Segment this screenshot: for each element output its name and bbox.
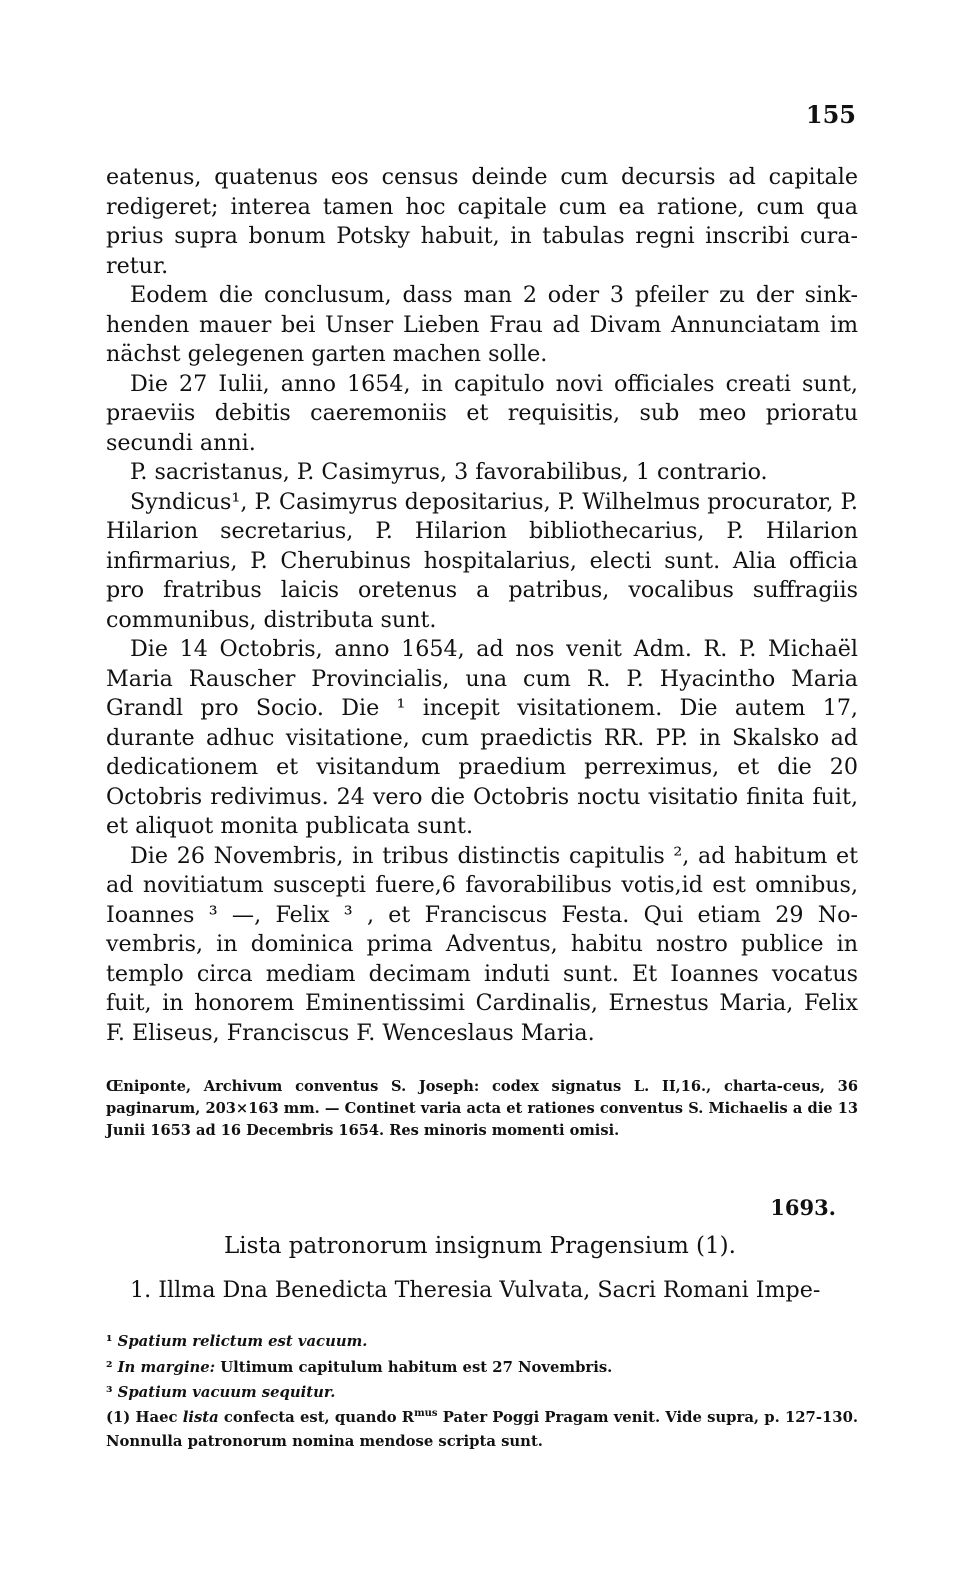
paragraph: Die 26 Novembris, in tribus distinctis capitulis ², ad habitum et ad novitiatum suscepti fuere,6 favorabilibus votis,id est omnibus, Ioannes ³ —, Felix ³ , et Franciscus Festa. Qui etiam 29 No-vembris, in dominica prima Adventus, habitu nostro publice in templo circa mediam decimam induti sunt. Et Ioannes vocatus fuit, in honorem Eminentissimi Cardinalis, Ernestus Maria, Felix F. Eliseus, Franciscus F. Wenceslaus Maria. — [106, 842, 858, 1046]
footnote-mark: ³ — [106, 1384, 113, 1401]
footnote-text: Pater Poggi Pragam venit. Vide supra, p. 127-130. Nonnulla patronorum nomina mendose scripta sunt. — [106, 1409, 859, 1450]
footnote-text: Spatium vacuum sequitur. — [117, 1384, 336, 1401]
page-number: 155 — [805, 100, 856, 129]
document-number: 1693. — [770, 1195, 836, 1220]
document-first-line: 1. Illma Dna Benedicta Theresia Vulvata, Sacri Romani Impe- — [130, 1277, 821, 1303]
footnote-3 — [106, 1381, 858, 1405]
footnote-mark: ² — [106, 1359, 113, 1376]
footnote-italic: lista — [182, 1409, 219, 1426]
paragraph: Die 27 Iulii, anno 1654, in capitulo novi officiales creati sunt, praeviis debitis caeremoniis et requisitis, sub meo prioratu secundi anni. — [106, 370, 858, 456]
paragraph: eatenus, quatenus eos census deinde cum decursis ad capitale redigeret; interea tamen hoc capitale cum ea ratione, cum qua prius supra bonum Potsky habuit, in tabulas regni inscribi cura-retur. — [106, 164, 858, 279]
footnote-mark: ¹ — [106, 1333, 113, 1350]
document-title: Lista patronorum insignum Pragensium (1). — [224, 1233, 736, 1259]
paragraph: Die 14 Octobris, anno 1654, ad nos venit Adm. R. P. Michaël Maria Rauscher Provincialis, una cum R. P. Hyacintho Maria Grandl pro Socio. Die ¹ incepit visitationem. Die autem 17, durante adhuc visitatione, cum praedictis RR. PP. in Skalsko ad dedicationem et visitandum praedium perreximus, et die 20 Octobris redivimus. 24 vero die Octobris noctu visitatio finita fuit, et aliquot monita publicata sunt. — [106, 636, 858, 839]
footnote-1 — [106, 1330, 858, 1354]
footnote-text: Ultimum capitulum habitum est 27 Novembris. — [220, 1359, 613, 1376]
footnote-label: In margine: — [117, 1359, 216, 1376]
paragraph: Syndicus¹, P. Casimyrus depositarius, P. Wilhelmus procurator, P. Hilarion secretarius, P. Hilarion bibliothecarius, P. Hilarion infirmarius, P. Cherubinus hospitalarius, electi sunt. Alia officia pro fratribus laicis oretenus a patribus, vocalibus suffragiis communibus, distributa sunt. — [106, 488, 858, 633]
paragraph: Eodem die conclusum, dass man 2 oder 3 pfeiler zu der sink-henden mauer bei Unser Lieben Frau ad Divam Annunciatam im nächst gelegenen garten machen solle. — [106, 282, 858, 367]
source-note: Œniponte, Archivum conventus S. Joseph: codex signatus L. II,16., charta-ceus, 36 paginarum, 203×163 mm. — Continet varia acta et rationes conventus S. Michaelis a die 13 Junii 1653 ad 16 Decembris 1654. Res minoris momenti omisi. — [106, 1078, 858, 1139]
footnote-mark: (1) — [106, 1409, 131, 1426]
footnote-2 — [106, 1356, 858, 1380]
footnote-text: Haec — [135, 1409, 178, 1426]
footnote-4 — [106, 1406, 858, 1454]
footnote-superscript: mus — [414, 1408, 438, 1420]
main-text — [106, 163, 858, 1048]
footnote-text: Spatium relictum est vacuum. — [117, 1333, 368, 1350]
footnote-text: confecta est, quando R — [223, 1409, 415, 1426]
paragraph: P. sacristanus, P. Casimyrus, 3 favorabilibus, 1 contrario. — [130, 459, 768, 485]
